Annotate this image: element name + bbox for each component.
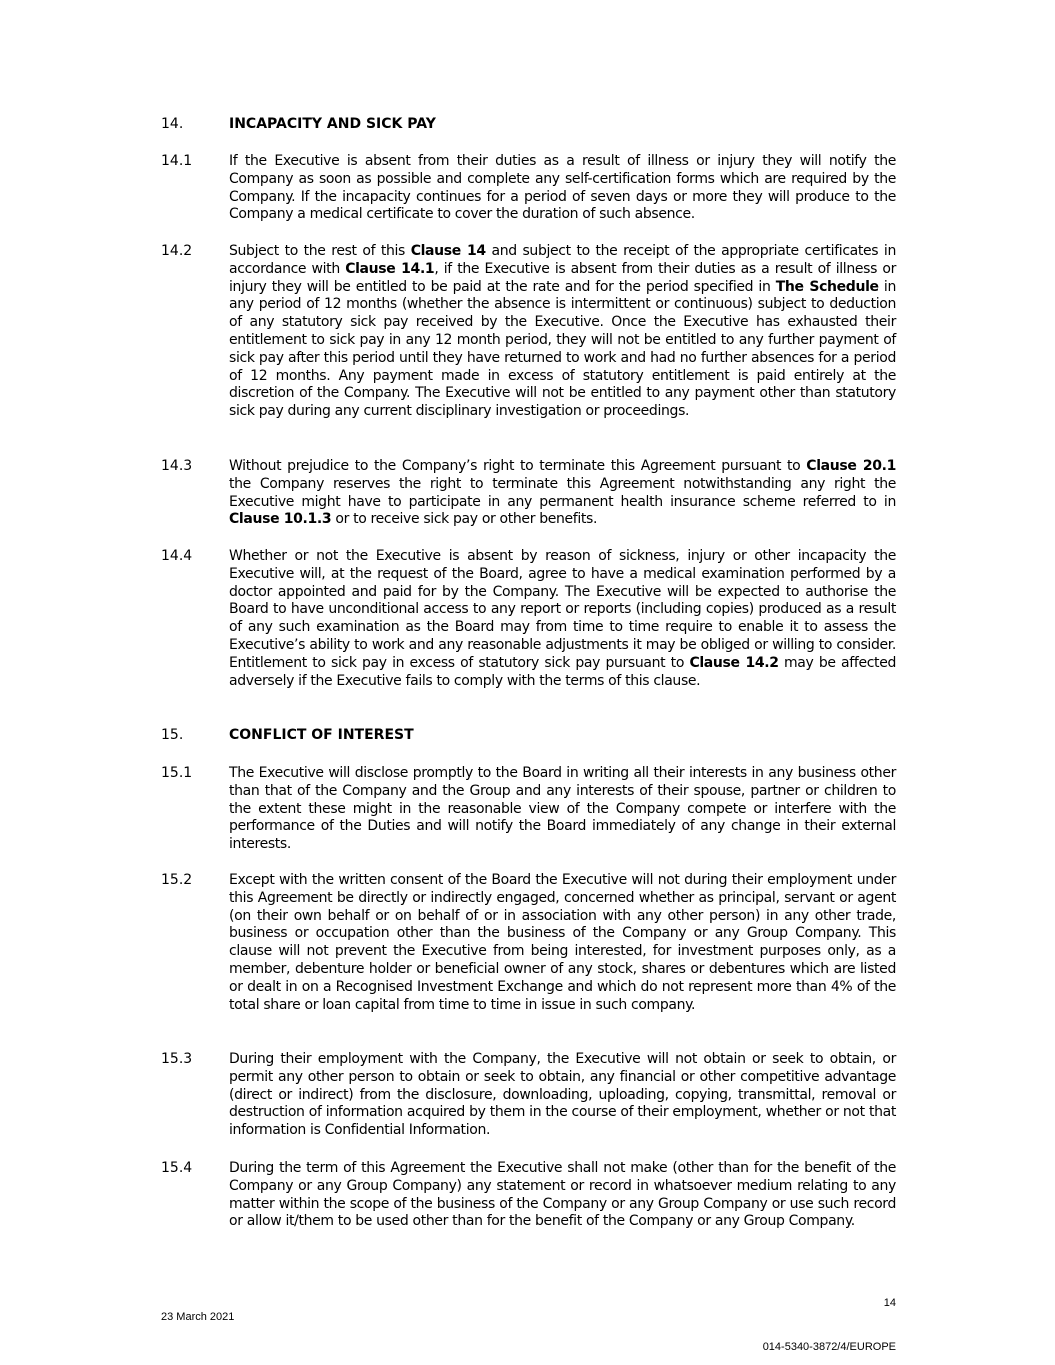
clause-text-segment: , if the Executive is absent from their duties as a result of illness or injury they will be entitled to be paid at the rate and for the period specified in — [229, 260, 896, 295]
clause-15-4 — [161, 1160, 896, 1231]
clause-14-1 — [161, 153, 896, 224]
document-reference: 014-5340-3872/4/EUROPE — [762, 1341, 896, 1353]
clause-text-segment: Without prejudice to the Company’s right to terminate this Agreement pursuant to — [229, 458, 807, 474]
clause-reference: Clause 14.2 — [689, 654, 779, 671]
section-number: 15. — [161, 727, 184, 743]
clause-text-segment: and subject to the receipt of the appropriate certificates in accordance with — [229, 243, 896, 277]
clause-14-3 — [161, 458, 896, 529]
section-title: CONFLICT OF INTEREST — [229, 727, 414, 743]
clause-15-3 — [161, 1051, 896, 1140]
page-number: 14 — [883, 1297, 896, 1309]
clause-text-segment: During their employment with the Company, the Executive will not obtain or seek to obtain, or permit any other person to obtain or seek to obtain, any financial or other competitive advantage (direct or indirect) from the disclosure, downloading, uploading, copying, transmittal, removal or destruction of information acquired by them in the course of their employment, whether or not that information is Confidential Information. — [229, 1051, 896, 1139]
clause-reference: Clause 10.1.3 — [229, 511, 332, 528]
clause-15-2 — [161, 872, 896, 1014]
section-title: INCAPACITY AND SICK PAY — [229, 116, 436, 132]
clause-text — [229, 872, 896, 1014]
clause-text-segment: If the Executive is absent from their duties as a result of illness or injury they will notify the Company as soon as possible and complete any self-certification forms which are required by the Company. If the incapacity continues for a period of seven days or more they will produce to the Company a medical certificate to cover the duration of such absence. — [229, 153, 896, 223]
clause-number: 15.3 — [161, 1051, 193, 1067]
clause-text-segment: in any period of 12 months (whether the absence is intermittent or continuous) subject to deduction of any statutory sick pay received by the Executive. Once the Executive has exhausted their entitlement to sick pay in any 12 month period, they will not be entitled to any further payment of sick pay after this period until they have returned to work and had no further absences for a period of 12 months. Any payment made in excess of statutory entitlement is paid entirely at the discretion of the Company. The Executive will not be entitled to any payment other than statutory sick pay during any current disciplinary investigation or proceedings. — [229, 278, 896, 420]
clause-14-4 — [161, 548, 896, 690]
clause-text-segment: or to receive sick pay or other benefits. — [331, 511, 598, 528]
clause-number: 14.2 — [161, 243, 193, 259]
clause-reference: Clause 14.1 — [345, 260, 435, 277]
clause-14-2 — [161, 243, 896, 421]
clause-text — [229, 1160, 896, 1231]
clause-text — [229, 243, 896, 421]
clause-number: 14.3 — [161, 458, 193, 474]
clause-text-segment: During the term of this Agreement the Executive shall not make (other than for the benefit of the Company or any Group Company) any statement or record in whatsoever medium relating to any matter within the scope of the business of the Company or any Group Company or use such record or allow it/them to be used other than for the benefit of the Company or any Group Company. — [229, 1160, 896, 1230]
section-number: 14. — [161, 116, 184, 132]
clause-reference: Clause 20.1 — [806, 458, 896, 474]
clause-text — [229, 153, 896, 224]
clause-15-1 — [161, 765, 896, 854]
clause-text-segment: Whether or not the Executive is absent by reason of sickness, injury or other incapacity the Executive will, at the request of the Board, agree to have a medical examination performed by a doctor appointed and paid for by the Company. The Executive will be expected to authorise the Board to have unconditional access to any report or reports (including copies) produced as a result of any such examination as the Board may from time to time require to enable it to assess the Executive’s ability to work and any reasonable adjustments it may be obliged or willing to consider. Entitlement to sick pay in excess of statutory sick pay pursuant to — [229, 548, 896, 671]
clause-text — [229, 548, 896, 690]
schedule-reference: The Schedule — [775, 278, 879, 295]
clause-text — [229, 765, 896, 854]
footer-date: 23 March 2021 — [161, 1311, 235, 1323]
clause-number: 15.2 — [161, 872, 193, 888]
clause-number: 14.1 — [161, 153, 193, 169]
clause-number: 15.1 — [161, 765, 193, 781]
clause-number: 14.4 — [161, 548, 193, 564]
clause-text-segment: the Company reserves the right to terminate this Agreement notwithstanding any right the Executive might have to participate in any permanent health insurance scheme referred to in — [229, 475, 896, 510]
clause-text — [229, 458, 896, 529]
clause-text — [229, 1051, 896, 1140]
clause-text-segment: The Executive will disclose promptly to the Board in writing all their interests in any business other than that of the Company and the Group and any interests of their spouse, partner or children to the extent these might in the reasonable view of the Company compete or interfere with the performance of the Duties and will notify the Board immediately of any change in their external interests. — [229, 765, 896, 853]
clause-text-segment: may be affected adversely if the Executive fails to comply with the terms of this clause. — [229, 654, 896, 689]
clause-number: 15.4 — [161, 1160, 193, 1176]
clause-text-segment: Except with the written consent of the Board the Executive will not during their employment under this Agreement be directly or indirectly engaged, concerned whether as principal, servant or agent (on their own behalf or on behalf of or in association with any other person) in any other trade, business or occupation other than the business of the Company or any Group Company. This clause will not prevent the Executive from being interested, for investment purposes only, as a member, debenture holder or beneficial owner of any stock, shares or debentures which are listed or dealt in on a Recognised Investment Exchange and which do not represent more than 4% of the total share or loan capital from time to time in issue in such company. — [229, 872, 896, 1013]
section-heading — [161, 116, 896, 134]
clause-reference: Clause 14 — [410, 243, 486, 259]
clause-text-segment: Subject to the rest of this — [229, 243, 411, 259]
section-heading — [161, 727, 896, 745]
